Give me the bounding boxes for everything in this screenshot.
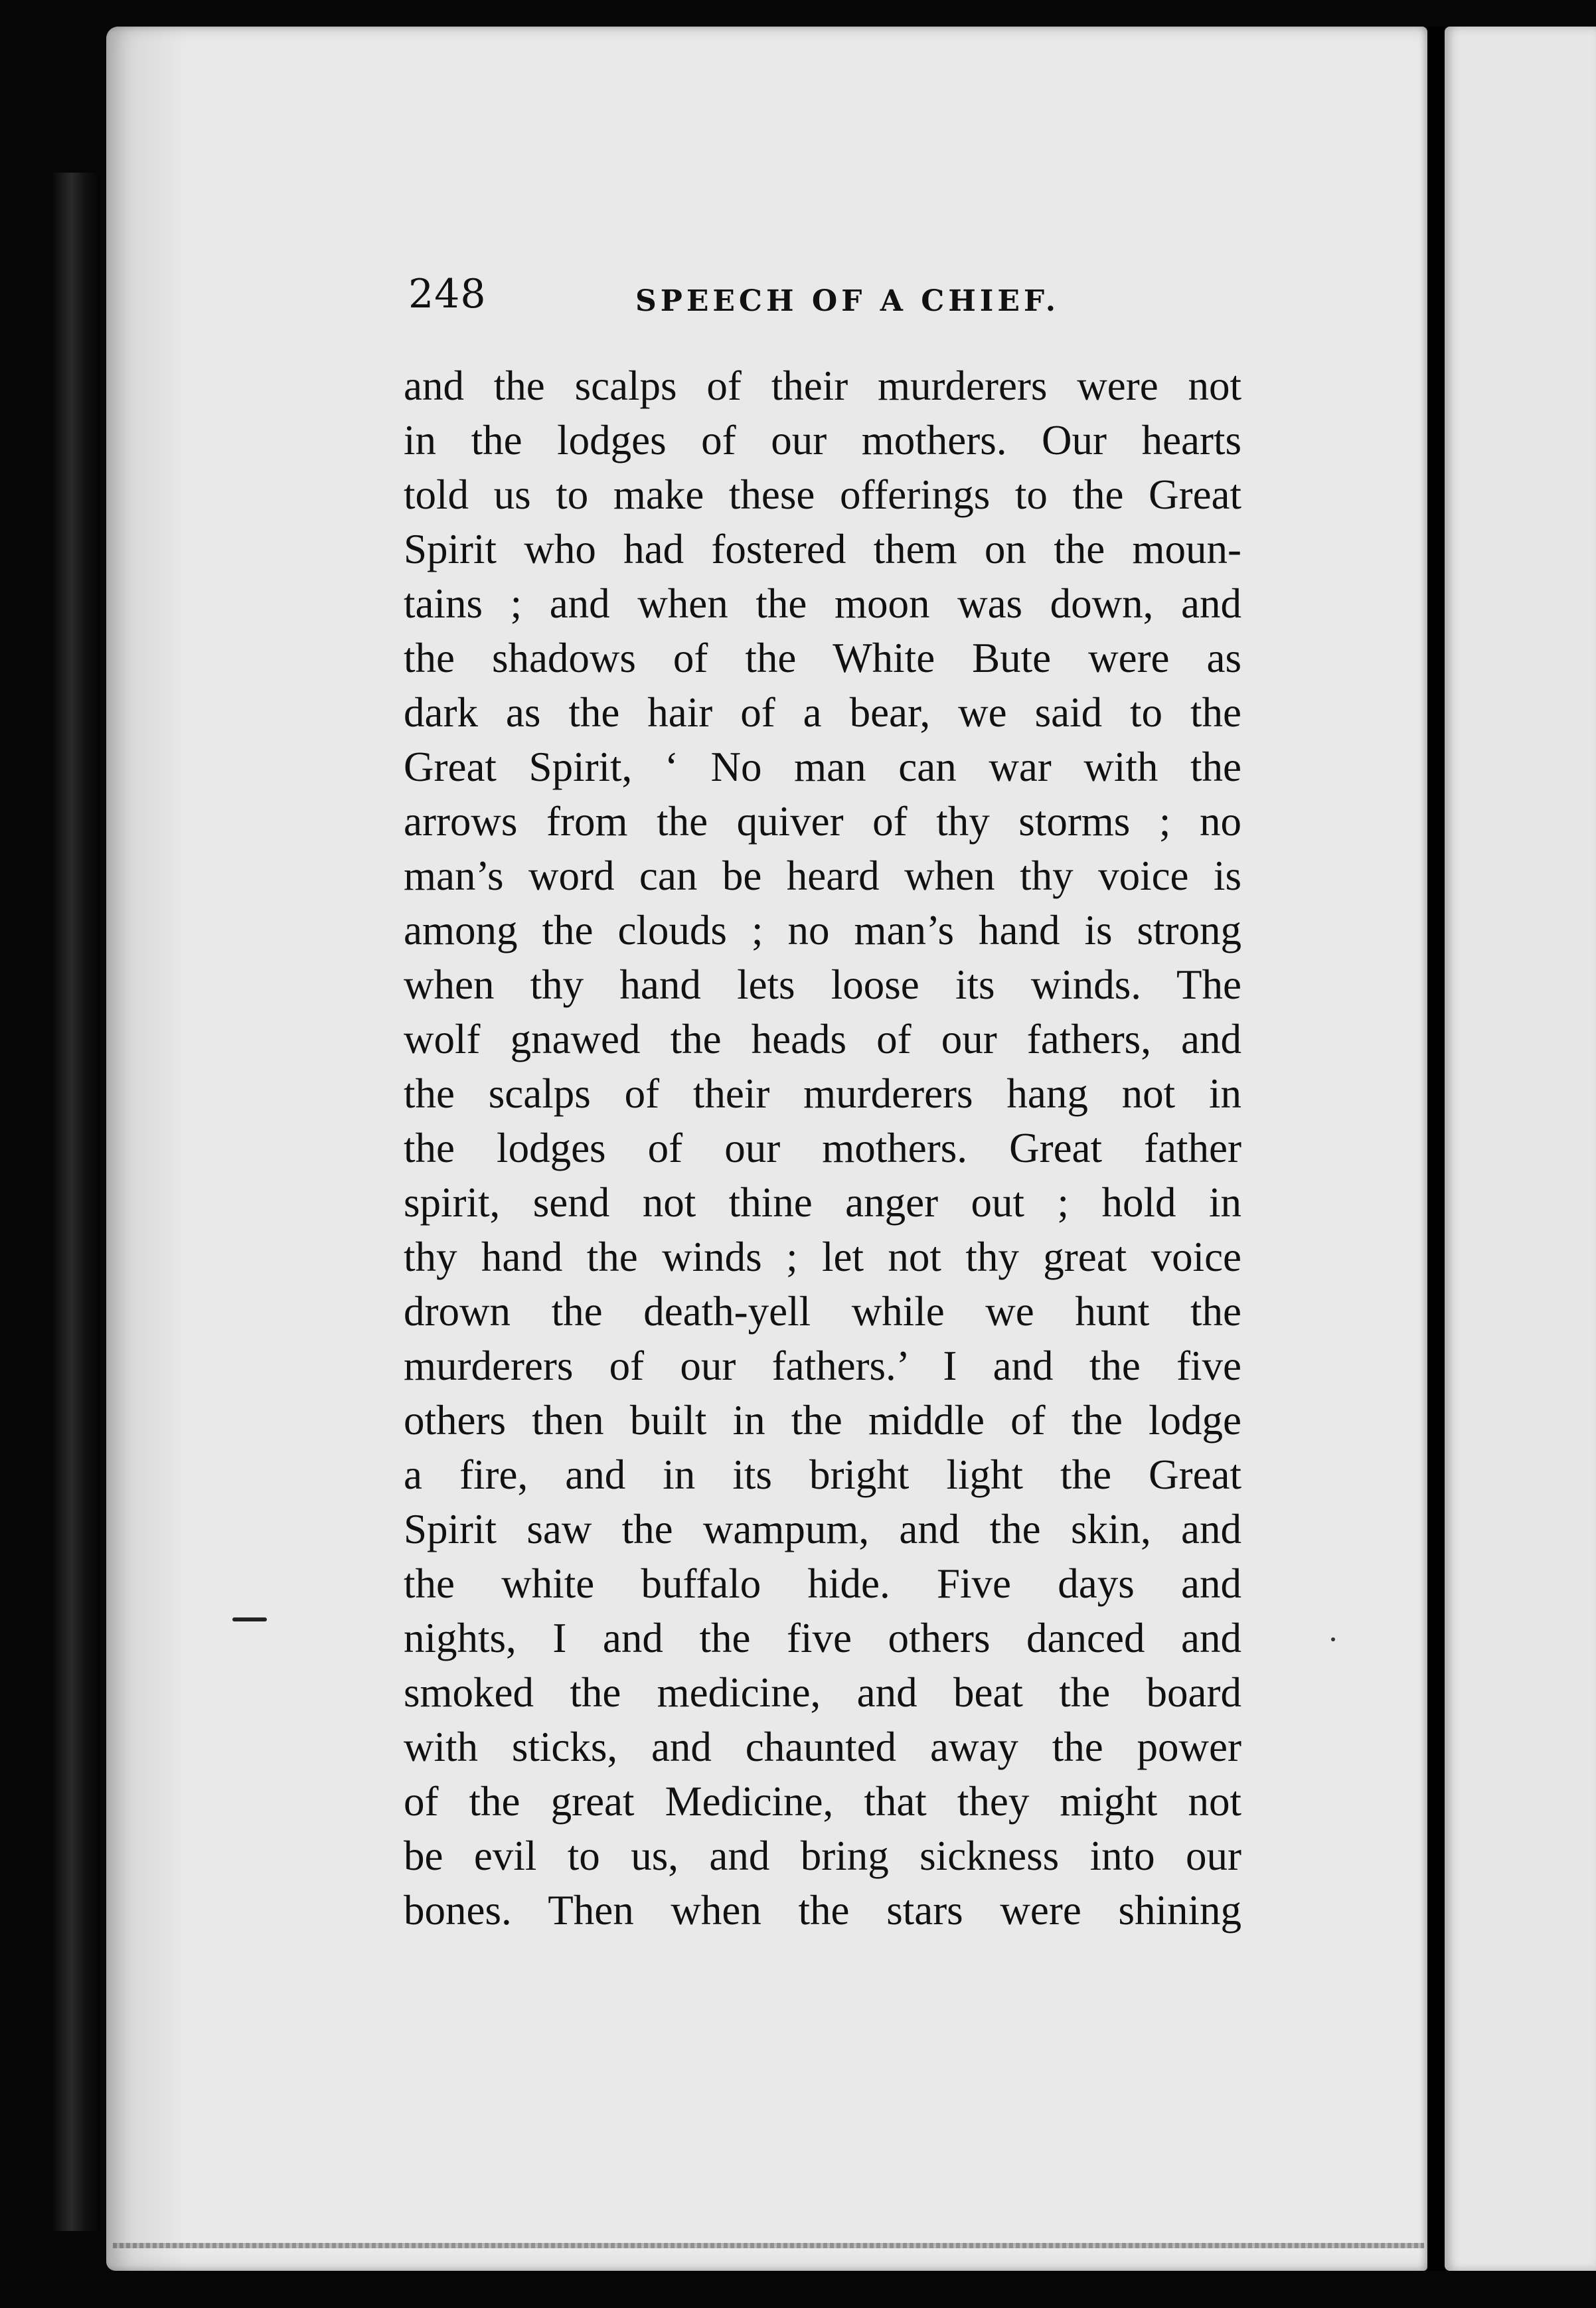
running-title: SPEECH OF A CHIEF.	[635, 284, 1060, 318]
text-line: Spirit who had fostered them on the moun-	[404, 526, 1241, 572]
text-line: Spirit saw the wampum, and the skin, and	[404, 1506, 1241, 1552]
margin-mark	[232, 1617, 267, 1621]
text-line: among the clouds ; no man’s hand is strong	[404, 907, 1241, 953]
text-line: dark as the hair of a bear, we said to the	[404, 689, 1241, 736]
adjacent-page-edge	[1445, 27, 1596, 2271]
text-line: the white buffalo hide. Five days and	[404, 1560, 1241, 1607]
text-line: the shadows of the White Bute were as	[404, 635, 1241, 681]
text-line: be evil to us, and bring sickness into our	[404, 1833, 1241, 1879]
text-line: Great Spirit, ‘ No man can war with the	[404, 744, 1241, 790]
page-shadow	[106, 27, 186, 2271]
text-line: in the lodges of our mothers. Our hearts	[404, 417, 1241, 463]
text-line: others then built in the middle of the lodge	[404, 1397, 1241, 1443]
body-text	[404, 359, 1241, 1937]
text-line: thy hand the winds ; let not thy great voice	[404, 1234, 1241, 1280]
text-line: the lodges of our mothers. Great father	[404, 1125, 1241, 1171]
page-number: 248	[408, 271, 487, 317]
text-line: when thy hand lets loose its winds. The	[404, 961, 1241, 1008]
text-line: told us to make these offerings to the Great	[404, 471, 1241, 518]
text-line: man’s word can be heard when thy voice is	[404, 853, 1241, 899]
page-gutter	[1427, 27, 1445, 2271]
text-line: with sticks, and chaunted away the power	[404, 1724, 1241, 1770]
text-line: tains ; and when the moon was down, and	[404, 580, 1241, 627]
text-line: smoked the medicine, and beat the board	[404, 1669, 1241, 1716]
text-line: spirit, send not thine anger out ; hold in	[404, 1179, 1241, 1226]
margin-dot	[1331, 1637, 1335, 1641]
text-line: nights, I and the five others danced and	[404, 1615, 1241, 1661]
text-line: the scalps of their murderers hang not in	[404, 1070, 1241, 1117]
text-line: of the great Medicine, that they might not	[404, 1778, 1241, 1825]
text-line: a fire, and in its bright light the Great	[404, 1451, 1241, 1498]
text-line: wolf gnawed the heads of our fathers, and	[404, 1016, 1241, 1062]
text-line: arrows from the quiver of thy storms ; no	[404, 798, 1241, 845]
text-line: drown the death-yell while we hunt the	[404, 1288, 1241, 1335]
text-line: murderers of our fathers.’ I and the five	[404, 1343, 1241, 1389]
book-spine-edge	[53, 173, 100, 2231]
text-line: bones. Then when the stars were shining	[404, 1887, 1241, 1934]
page-bottom-edge	[113, 2243, 1424, 2248]
text-line: and the scalps of their murderers were not	[404, 363, 1241, 409]
running-header	[408, 271, 1245, 324]
